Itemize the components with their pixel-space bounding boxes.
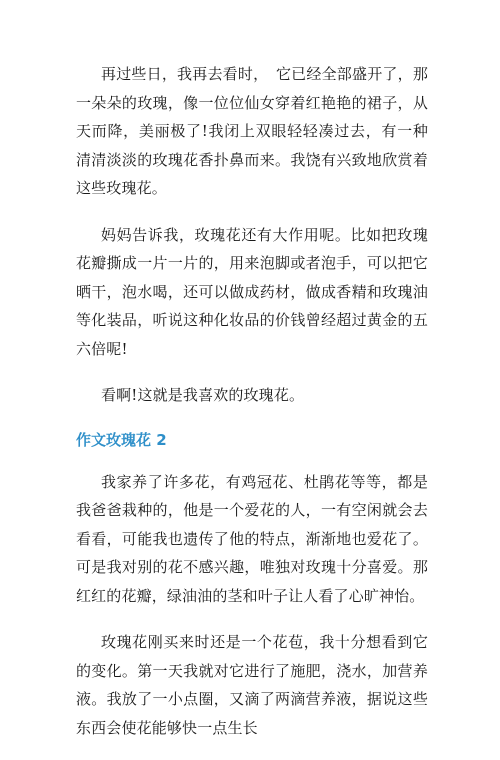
paragraph-family-flowers: 我家养了许多花，有鸡冠花、杜鹃花等等，都是我爸爸栽种的，他是一个爱花的人，一有空闲就会去看看，可能我也遗传了他的特点，渐渐地也爱花了。可是我对别的花不感兴趣，唯独对玫瑰十分喜爱。那红红的花瓣，绿油油的茎和叶子让人看了心旷神怡。: [76, 472, 428, 605]
paragraph-roses-bloom: 再过些日，我再去看时， 它已经全部盛开了，那一朵朵的玫瑰，像一位位仙女穿着红艳艳的裙子，从天而降，美丽极了!我闭上双眼轻轻凑过去，有一种清清淡淡的玫瑰花香扑鼻而来。我饶有兴致地欣赏着这些玫瑰花。: [76, 65, 428, 197]
paragraph-favorite-rose: 看啊!这就是我喜欢的玫瑰花。: [101, 386, 305, 404]
article-body: [76, 60, 428, 760]
section-heading: 作文玫瑰花 2: [76, 430, 167, 449]
paragraph-rose-care: 玫瑰花刚买来时还是一个花苞，我十分想看到它的变化。第一天我就对它进行了施肥，浇水，加营养液。我放了一小点圈，又滴了两滴营养液，据说这些东西会使花能够快一点生长: [76, 633, 428, 737]
paragraph-rose-uses: 妈妈告诉我，玫瑰花还有大作用呢。比如把玫瑰花瓣撕成一片一片的，用来泡脚或者泡手，可以把它晒干，泡水喝，还可以做成药材，做成香精和玫瑰油等化装品，听说这种化妆品的价钱曾经超过黄金的五六倍呢!: [76, 225, 428, 358]
